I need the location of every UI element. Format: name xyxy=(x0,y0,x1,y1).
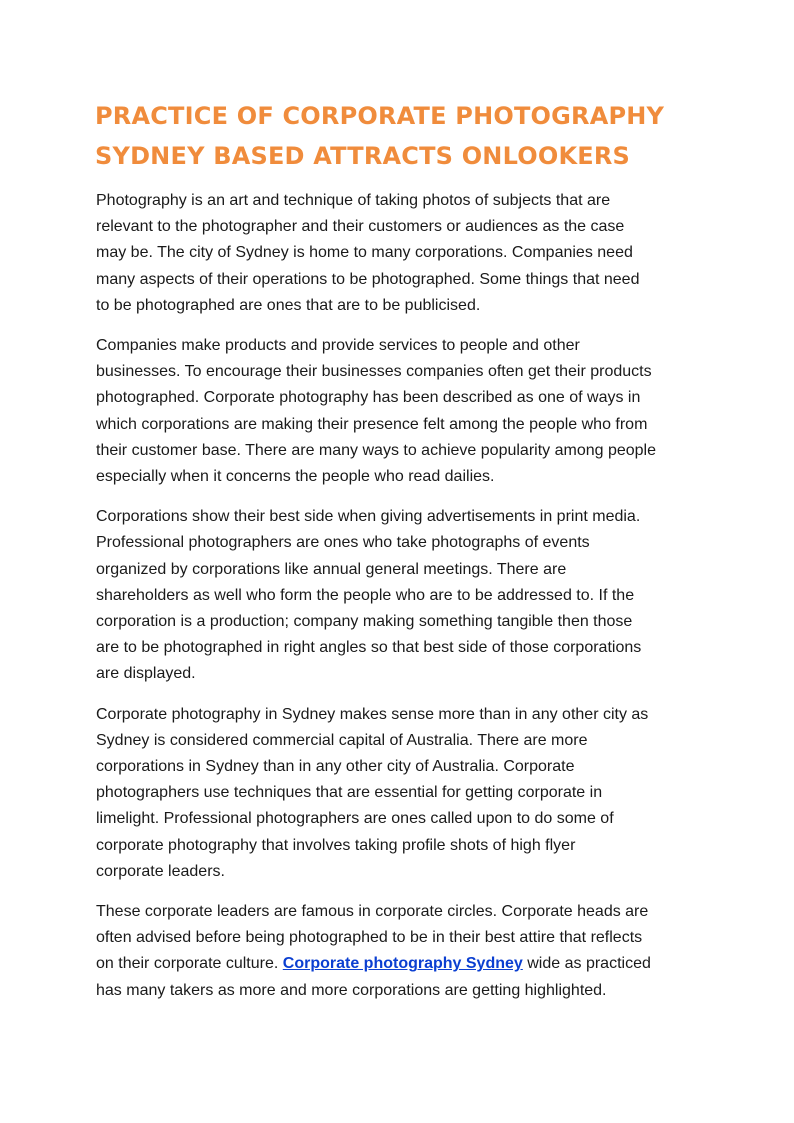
text-line: are displayed. xyxy=(96,665,196,683)
page-title xyxy=(95,96,735,176)
text-line: has many takers as more and more corporations are getting highlighted. xyxy=(96,981,607,999)
text-line: especially when it concerns the people who read dailies. xyxy=(96,468,495,486)
text-line: shareholders as well who form the people who are to be addressed to. If the xyxy=(96,586,635,604)
title-line-2: SYDNEY BASED ATTRACTS ONLOOKERS xyxy=(95,142,630,170)
article-body xyxy=(96,188,706,1018)
text-line: often advised before being photographed to be in their best attire that reflects xyxy=(96,929,643,947)
text-fragment: on their corporate culture. xyxy=(96,955,283,973)
text-line: are to be photographed in right angles so that best side of those corporations xyxy=(96,639,642,657)
paragraph-5 xyxy=(96,899,706,1004)
text-line: Sydney is considered commercial capital of Australia. There are more xyxy=(96,731,588,749)
text-line: photographed. Corporate photography has been described as one of ways in xyxy=(96,389,641,407)
text-line: their customer base. There are many ways to achieve popularity among people xyxy=(96,441,657,459)
text-line: corporate photography that involves taking profile shots of high flyer xyxy=(96,836,576,854)
text-line: which corporations are making their presence felt among the people who from xyxy=(96,415,648,433)
text-line: limelight. Professional photographers are ones called upon to do some of xyxy=(96,810,614,828)
text-line: corporations in Sydney than in any other city of Australia. Corporate xyxy=(96,758,575,776)
text-line-with-link xyxy=(96,951,706,977)
corporate-photography-sydney-link[interactable]: Corporate photography Sydney xyxy=(282,955,523,973)
text-line: corporate leaders. xyxy=(96,862,225,880)
paragraph-3 xyxy=(96,504,706,687)
paragraph-1 xyxy=(96,188,706,319)
text-line: may be. The city of Sydney is home to many corporations. Companies need xyxy=(96,244,633,262)
text-line: photographers use techniques that are essential for getting corporate in xyxy=(96,784,603,802)
text-line: Corporate photography in Sydney makes sense more than in any other city as xyxy=(96,705,649,723)
text-line: Photography is an art and technique of taking photos of subjects that are xyxy=(96,192,611,209)
text-line: relevant to the photographer and their customers or audiences as the case xyxy=(96,218,625,236)
text-line: Companies make products and provide services to people and other xyxy=(96,337,580,355)
text-fragment: wide as practiced xyxy=(522,955,651,973)
title-line-1: PRACTICE OF CORPORATE PHOTOGRAPHY xyxy=(95,102,665,130)
text-line: Professional photographers are ones who take photographs of events xyxy=(96,534,590,552)
text-line: Corporations show their best side when giving advertisements in print media. xyxy=(96,508,641,526)
text-line: These corporate leaders are famous in corporate circles. Corporate heads are xyxy=(96,903,649,921)
text-line: businesses. To encourage their businesses companies often get their products xyxy=(96,363,652,381)
text-line: many aspects of their operations to be photographed. Some things that need xyxy=(96,270,640,288)
text-line: organized by corporations like annual general meetings. There are xyxy=(96,560,567,578)
text-line: corporation is a production; company making something tangible then those xyxy=(96,613,633,631)
paragraph-4 xyxy=(96,702,706,885)
paragraph-2 xyxy=(96,333,706,490)
text-line: to be photographed are ones that are to be publicised. xyxy=(96,296,481,314)
